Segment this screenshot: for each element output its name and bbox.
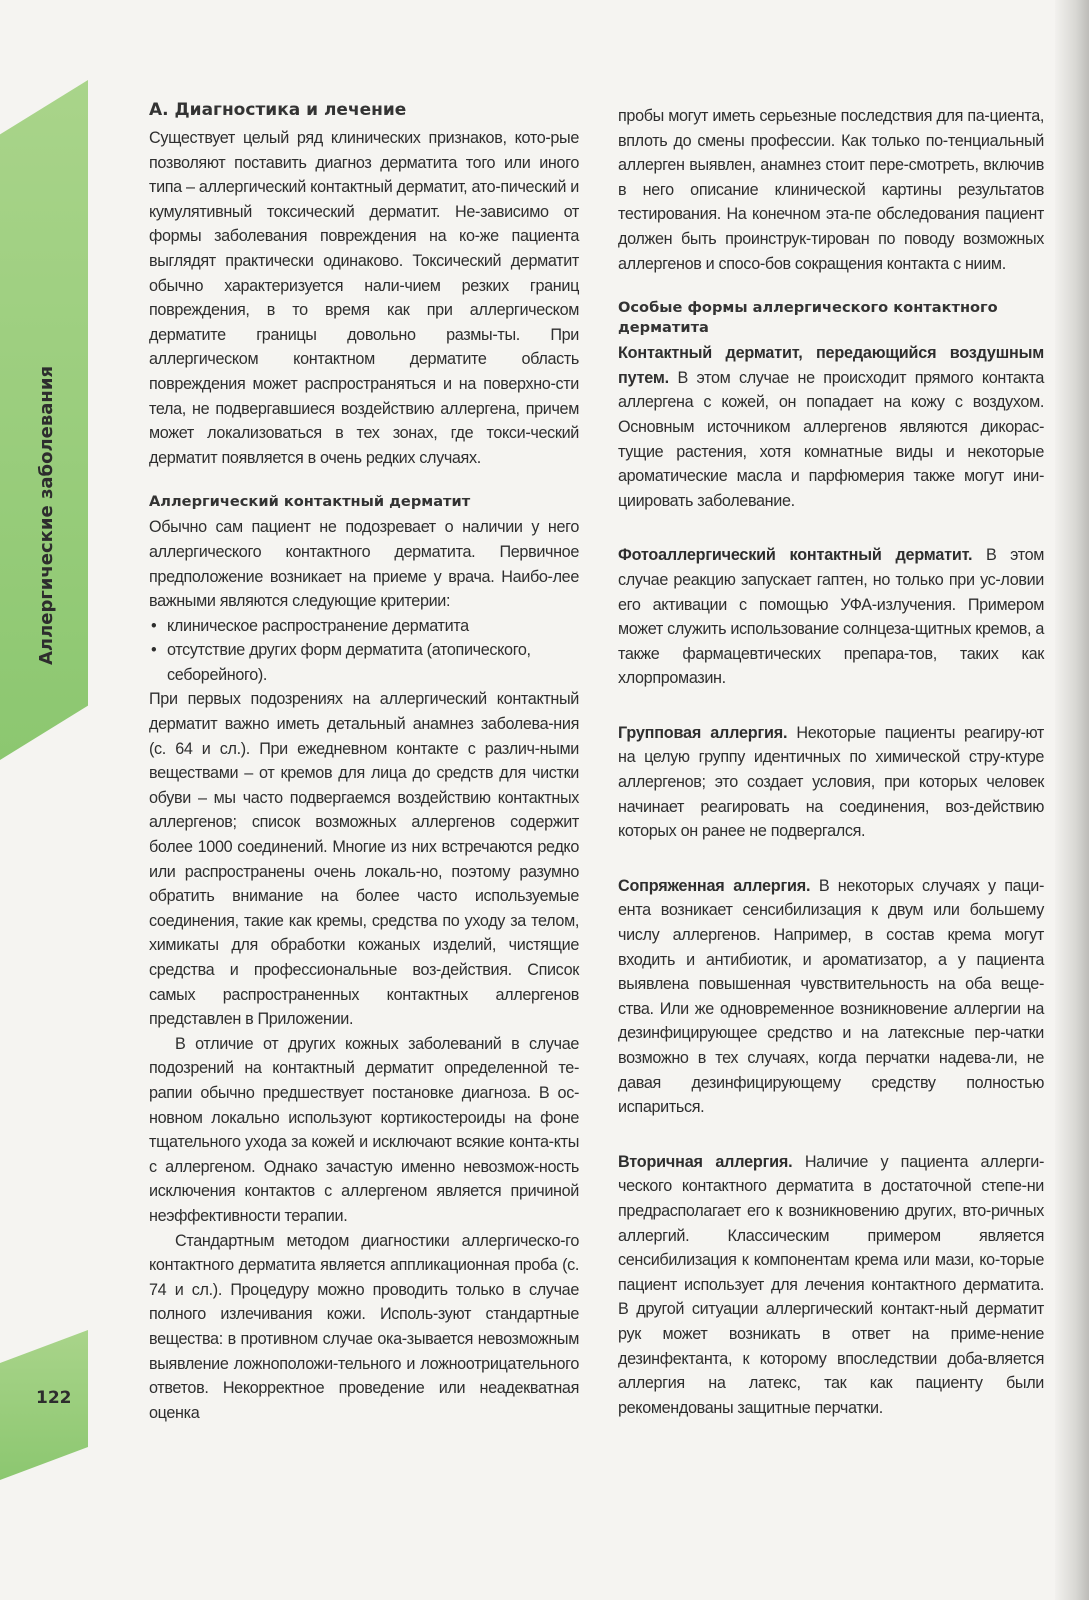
list-item: • клиническое распространение дерматита [167, 614, 579, 639]
term-lead: Фотоаллергический контактный дерматит. [618, 546, 973, 565]
chapter-title: Аллергические заболевания [36, 365, 57, 665]
term-lead: Сопряженная аллергия. [618, 876, 811, 895]
paragraph: В отличие от других кожных заболеваний в случае подозрений на контактный дерматит определенной те-рапии обычно предшествует постановке диагноза. В ос-новном локально используют кортикостероиды на фоне тщательного ухода за кожей и исключают всякие конта-кты с аллергеном. Однако зачастую именно невозмож-ность исключения контактов с аллергеном является причиной неэффективности терапии. [149, 1034, 579, 1225]
subsection-heading: Аллергический контактный дерматит [149, 493, 471, 511]
list-item: • отсутствие других форм дерматита (атопического, себорейного). [167, 638, 579, 687]
term-text: В этом случае не происходит прямого контакта аллергена с кожей, он попадает на кожу с воздухом. Основным источником аллергенов являются дикорас-тущие растения, хотя комнатные виды и некоторые ароматические масла и парфюмерия также могут ини-циировать заболевание. [618, 368, 1044, 510]
paragraph: Стандартным методом диагностики аллергическо-го контактного дерматита является аппликационная проба (с. 74 и сл.). Процедуру можно проводить только в случае полного излечивания кожи. Исполь-зуют стандартные вещества: в противном случае ока-зывается невозможным выявление ложноположи-тельного и ложноотрицательного ответов. Некорректное проведение или неадекватная оценка [149, 1231, 579, 1422]
term-text: Некоторые пациенты реагиру-ют на целую группу идентичных по химической стру-ктуре аллергенов; это создает условия, при которых человек начинает реагировать на соединения, воз-действию которых он ранее не подвергался. [618, 723, 1044, 841]
special-form-secondary [618, 1150, 1044, 1421]
special-form-group [618, 721, 1044, 844]
term-text: Наличие у пациента аллерги-ческого контактного дерматита в достаточной степе-ни предрасполагает его к возникновению других, вто-ричных аллергий. Классическим примером является сенсибилизация к компонентам крема или мази, ко-торые пациент использует для лечения контактного дерматита. В другой ситуации аллергический контакт-ный дерматит рук может возникать в ответ на приме-нение дезинфектанта, к которому впоследствии доба-вляется аллергия на латекс, так как пациенту были рекомендованы защитные перчатки. [618, 1152, 1044, 1417]
term-text: В некоторых случаях у паци-ента возникает сенсибилизация к двум или большему числу аллергенов. Например, в состав крема могут входить и антибиотик, и ароматизатор, а у пациента выявлена повышенная чувствительность на оба веще-ства. Или же одновременное возникновение аллергии на дезинфицирующее средство и на латексные пер-чатки возможно в тех случаях, когда перчатки надева-ли, не давая дезинфицирующему средству полностью испариться. [618, 876, 1044, 1117]
term-text: В этом случае реакцию запускает гаптен, но только при ус-ловии его активации с помощью УФА-излучения. Примером может служить использование солнцеза-щитных кремов, а также фармацевтических препара-тов, таких как хлорпромазин. [618, 546, 1045, 688]
special-form-airborne [618, 341, 1044, 513]
term-lead: Вторичная аллергия. [618, 1152, 793, 1171]
term-lead: Групповая аллергия. [618, 723, 788, 742]
section-heading: А. Диагностика и лечение [149, 100, 407, 120]
page-edge-shadow [1055, 0, 1089, 1600]
paragraph: При первых подозрениях на аллергический контактный дерматит важно иметь детальный анамнез заболева-ния (с. 64 и сл.). При ежедневном контакте с различ-ными веществами – от кремов для лица до средств для чистки обуви – мы часто подвергаемся воздействию контактных аллергенов; список возможных аллергенов содержит более 1000 соединений. Многие из них встречаются редко или распространены очень локаль-но, поэтому разумно обратить внимание на более часто используемые соединения, такие как кремы, средства по уходу за телом, химикаты для обработки кожаных изделий, чистящие средства и профессиональные воз-действия. Список самых распространенных контактных аллергенов представлен в Приложении. [149, 690, 579, 1029]
right-column [618, 104, 1044, 1420]
special-form-photoallergic [618, 543, 1044, 691]
page-number: 122 [36, 1388, 72, 1408]
subsection-heading: Особые формы аллергического контактного дерматита [618, 299, 998, 337]
criteria-list [149, 614, 579, 688]
paragraph: Обычно сам пациент не подозревает о наличии у него аллергического контактного дерматита. Первичное предположение возникает на приеме у врача. Наибо-лее важными являются следующие критерии: [149, 518, 579, 611]
paragraph: пробы могут иметь серьезные последствия для па-циента, вплоть до смены профессии. Как только по-тенциальный аллерген выявлен, анамнез стоит пере-смотреть, включив в него описание клинической картины результатов тестирования. На конечном эта-пе обследования пациент должен быть проинструк-тирован по поводу возможных аллергенов и спосо-бов сокращения контакта с ниим. [618, 107, 1044, 273]
term-lead: Контактный дерматит, передающийся воздушным путем. [618, 344, 1044, 387]
left-column [149, 98, 579, 1425]
special-form-conjugated [618, 874, 1044, 1120]
paragraph: Существует целый ряд клинических признаков, кото-рые позволяют поставить диагноз дерматита того или иного типа – аллергический контактный дерматит, ато-пический и кумулятивный токсический дерматит. Не-зависимо от формы заболевания повреждения на ко-же пациента выглядят практически одинаково. Токсический дерматит обычно характеризуется нали-чием резких границ повреждения, в то время как при аллергическом дерматите границы довольно размы-ты. При аллергическом контактном дерматите область повреждения может распространяться и на поверхно-сти тела, не подвергавшиеся воздействию аллергена, причем может локализоваться в тех зонах, где токси-ческий дерматит появляется в очень редких случаях. [149, 129, 579, 467]
